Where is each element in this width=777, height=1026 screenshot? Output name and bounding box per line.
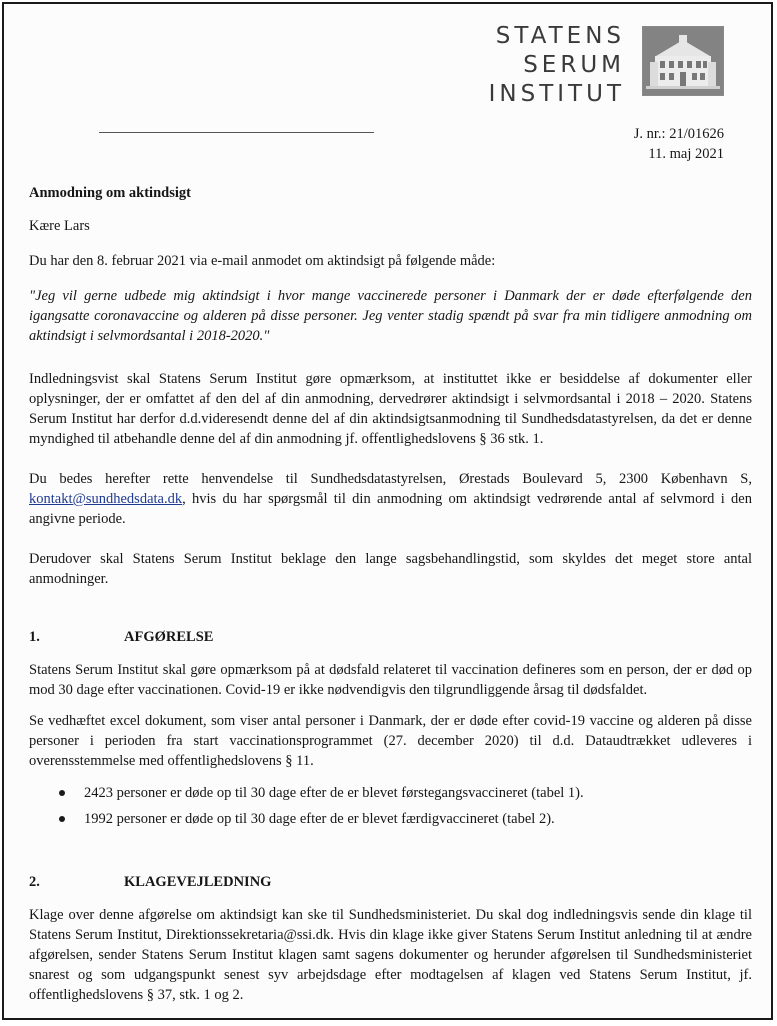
list-item-text: 2423 personer er døde op til 30 dage efter de er blevet førstegangsvaccineret (tabel 1). [84,785,584,801]
logo-line-1: STATENS [495,23,625,49]
section-1-bullet-list [29,783,752,829]
contact-email-link[interactable]: kontakt@sundhedsdata.dk [29,491,183,507]
bullet-icon [59,790,65,796]
section-2-heading [29,872,752,892]
quoted-request: "Jeg vil gerne udbede mig aktindsigt i hvor mange vaccinerede personer i Danmark der er døde efterfølgende den igangsatte coronavaccine og alderen på disse personer. Jeg venter stadig spændt på svar fra min tidligere anmodning om aktindsigt i selvmordsantal i 2018-2020." [29,288,752,344]
header-divider [99,132,374,133]
bullet-icon [59,816,65,822]
section-1-heading [29,627,752,647]
section-1-paragraph-2: Se vedhæftet excel dokument, som viser antal personer i Danmark, der er døde efter covid-19 vaccine og alderen på disse personer i perioden fra start vaccinationsprogrammet (27. december 2020) til d.d. Dataudtrækket udleveres i overensstemmelse med offentlighedslovens § 11. [29,713,752,769]
paragraph-apology: Derudover skal Statens Serum Institut beklage den lange sagsbehandlingstid, som skyldes det meget store antal anmodninger. [29,551,752,587]
logo-line-3: INSTITUT [488,81,625,107]
list-item [59,809,752,829]
letter-body [29,187,752,1005]
section-2-number: 2. [29,874,40,890]
paragraph-contact [29,469,752,529]
letter-page [2,2,773,1020]
greeting: Kære Lars [29,218,90,234]
institute-logo-text [480,22,625,109]
list-item-text: 1992 personer er døde op til 30 dage efter de er blevet færdigvaccineret (tabel 2). [84,811,555,827]
paragraph-forwarding: Indledningsvist skal Statens Serum Institut gøre opmærksom, at instituttet ikke er besiddelse af dokumenter eller oplysninger, der er omfattet af den del af din anmodning, dervedrører aktindsigt i selvmordsantal i 2018 – 2020. Statens Serum Institut har derfor d.d.videresendt denne del af din aktindsigtsanmodning til Sundhedsdatastyrelsen, da det er denne myndighed til atbehandle denne del af din anmodning jf. offentlighedslovens § 36 stk. 1. [29,371,752,447]
section-2-title: KLAGEVEJLEDNING [124,874,272,890]
contact-text-before: Du bedes herefter rette henvendelse til Sundhedsdatastyrelsen, Ørestads Boulevard 5, 2300 København S, [29,471,752,487]
section-2-paragraph-1: Klage over denne afgørelse om aktindsigt kan ske til Sundhedsministeriet. Du skal dog indledningsvis sende din klage til Statens Serum Institut, Direktionssekretaria@ssi.dk. Hvis din klage ikke giver Statens Serum Institut anledning til at ændre afgørelsen, sender Statens Serum Institut klagen samt sagens dokumenter og herunder afgørelsen til Sundhedsministeriet snarest og som udgangspunkt senest syv arbejdsdage efter modtagelsen af klagen ved Statens Serum Institut, jf. offentlighedslovens § 37, stk. 1 og 2. [29,907,752,1003]
institute-building-icon [642,26,724,96]
letter-date: 11. maj 2021 [648,146,724,162]
section-1-number: 1. [29,629,40,645]
list-item [59,783,752,803]
section-1-title: AFGØRELSE [124,629,214,645]
letter-subject: Anmodning om aktindsigt [29,185,191,201]
journal-number: J. nr.: 21/01626 [633,126,724,142]
contact-text-after: , hvis du har spørgsmål til din anmodning om aktindsigt vedrørende antal af selvmord i den angivne periode. [29,491,752,527]
intro-paragraph: Du har den 8. februar 2021 via e-mail anmodet om aktindsigt på følgende måde: [29,253,496,269]
section-1-paragraph-1: Statens Serum Institut skal gøre opmærksom på at dødsfald relateret til vaccination defineres som en person, der er død op mod 30 dage efter vaccinationen. Covid-19 er ikke nødvendigvis den tilgrundliggende årsag til dødsfaldet. [29,662,752,698]
letter-meta [634,124,724,164]
logo-line-2: SERUM [523,52,625,78]
